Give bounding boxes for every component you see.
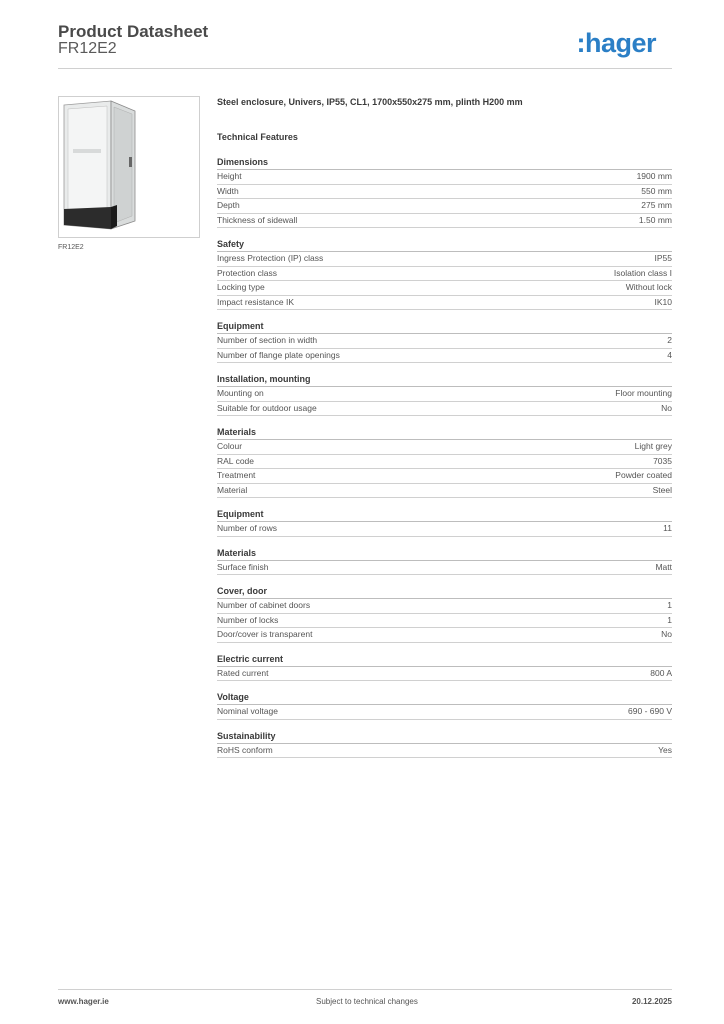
feature-label: RAL code [217,455,255,466]
header-divider [58,68,672,69]
feature-value: 1 [667,600,672,610]
section-title: Voltage [217,691,672,705]
feature-value: Floor mounting [615,388,672,398]
feature-value: 690 - 690 V [628,706,672,716]
footer-date: 20.12.2025 [631,997,672,1006]
feature-section [217,653,672,682]
feature-row [217,387,672,402]
feature-section [217,238,672,310]
feature-row [217,267,672,282]
feature-label: Door/cover is transparent [217,629,313,639]
hager-logo: :hager [576,28,656,58]
feature-section [217,585,672,643]
feature-label: Number of locks [217,614,279,625]
feature-row [217,296,672,311]
feature-row [217,402,672,417]
feature-label: Depth [217,200,240,210]
feature-value: IP55 [654,253,672,263]
feature-row [217,705,672,720]
section-title: Electric current [217,653,672,667]
feature-row [217,599,672,614]
feature-label: RoHS conform [217,744,273,755]
feature-value: Yes [658,744,672,755]
feature-row [217,628,672,643]
section-title: Dimensions [217,156,672,170]
page-header [58,20,672,70]
feature-value: 4 [667,349,672,360]
section-title: Sustainability [217,730,672,744]
page-title: Product Datasheet [58,22,209,41]
feature-row [217,281,672,296]
feature-label: Protection class [217,267,277,278]
feature-label: Colour [217,441,243,451]
feature-label: Number of flange plate openings [217,349,340,360]
feature-row [217,744,672,759]
feature-value: Matt [655,561,672,572]
section-title: Safety [217,238,672,252]
feature-label: Height [217,171,242,181]
feature-row [217,170,672,185]
product-description: Steel enclosure, Univers, IP55, CL1, 1700x550x275 mm, plinth H200 mm [217,97,523,107]
feature-value: Powder coated [615,470,672,480]
page-footer [58,997,672,1011]
feature-value: 1 [667,614,672,625]
feature-label: Number of cabinet doors [217,600,311,610]
features-heading: Technical Features [217,132,298,142]
feature-value: 550 mm [641,185,672,196]
section-title: Materials [217,547,672,561]
feature-label: Locking type [217,282,265,292]
feature-value: Steel [652,484,672,495]
product-image [58,96,200,238]
feature-label: Treatment [217,470,256,480]
feature-label: Thickness of sidewall [217,214,298,225]
feature-label: Width [217,185,239,196]
feature-row [217,522,672,537]
feature-value: IK10 [654,296,672,307]
feature-label: Nominal voltage [217,706,278,716]
image-caption: FR12E2 [58,244,84,251]
footer-notice: Subject to technical changes [316,997,418,1006]
feature-section [217,508,672,537]
feature-row [217,614,672,629]
feature-value: Isolation class I [613,267,672,278]
feature-label: Impact resistance IK [217,296,295,307]
feature-label: Ingress Protection (IP) class [217,253,324,263]
feature-row [217,667,672,682]
section-title: Equipment [217,320,672,334]
product-code: FR12E2 [58,40,117,57]
feature-label: Number of rows [217,523,277,533]
feature-section [217,156,672,228]
feature-row [217,561,672,576]
section-title: Materials [217,426,672,440]
feature-label: Material [217,484,248,495]
feature-label: Number of section in width [217,335,318,345]
feature-section [217,691,672,720]
feature-section [217,547,672,576]
feature-value: 1.50 mm [638,214,672,225]
feature-row [217,334,672,349]
feature-value: 7035 [653,455,672,466]
feature-value: Light grey [634,441,672,451]
footer-divider [58,989,672,990]
feature-row [217,349,672,364]
feature-label: Suitable for outdoor usage [217,402,317,413]
feature-value: No [661,402,672,413]
technical-content [217,96,672,758]
feature-row [217,455,672,470]
feature-label: Surface finish [217,561,269,572]
feature-label: Mounting on [217,388,264,398]
feature-row [217,469,672,484]
feature-section [217,320,672,363]
feature-section [217,730,672,759]
section-title: Equipment [217,508,672,522]
feature-row [217,185,672,200]
feature-row [217,484,672,499]
feature-value: 275 mm [641,200,672,210]
feature-value: Without lock [625,282,672,292]
feature-value: No [661,629,672,639]
section-title: Installation, mounting [217,373,672,387]
feature-row [217,252,672,267]
feature-sections [217,156,672,758]
feature-section [217,426,672,498]
feature-row [217,440,672,455]
feature-row [217,199,672,214]
feature-value: 2 [667,335,672,345]
feature-value: 1900 mm [636,171,672,181]
feature-section [217,373,672,416]
enclosure-illustration [59,97,199,237]
section-title: Cover, door [217,585,672,599]
feature-label: Rated current [217,667,269,678]
feature-row [217,214,672,229]
feature-value: 800 A [650,667,672,678]
feature-value: 11 [663,523,672,533]
footer-website: www.hager.ie [58,997,109,1006]
